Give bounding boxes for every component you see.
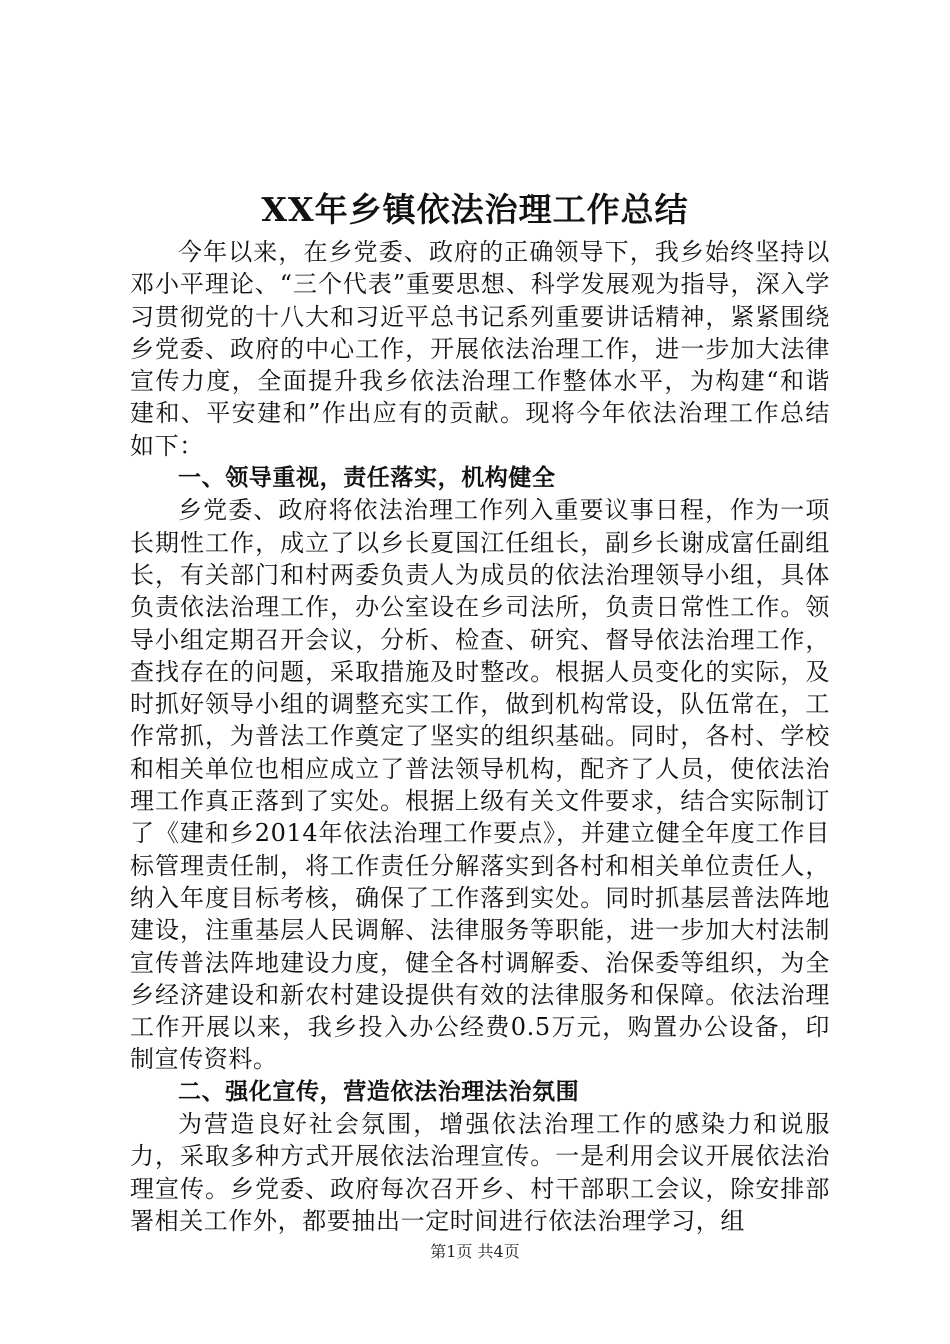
section-1-paragraph: 乡党委、政府将依法治理工作列入重要议事日程，作为一项长期性工作，成立了以乡长夏国江任组长，副乡长谢成富任副组长，有关部门和村两委负责人为成员的依法治理领导小组，具体负责依法治理工作，办公室设在乡司法所，负责日常性工作。领导小组定期召开会议，分析、检查、研究、督导依法治理工作，查找存在的问题，采取措施及时整改。根据人员变化的实际，及时抓好领导小组的调整充实工作，做到机构常设，队伍常在，工作常抓，为普法工作奠定了坚实的组织基础。同时，各村、学校和相关单位也相应成立了普法领导机构，配齐了人员，使依法治理工作真正落到了实处。根据上级有关文件要求，结合实际制订了《建和乡2014年依法治理工作要点》，并建立健全年度工作目标管理责任制，将工作责任分解落实到各村和相关单位责任人，纳入年度目标考核，确保了工作落到实处。同时抓基层普法阵地建设，注重基层人民调解、法律服务等职能，进一步加大村法制宣传普法阵地建设力度，健全各村调解委、治保委等组织，为全乡经济建设和新农村建设提供有效的法律服务和保障。依法治理工作开展以来，我乡投入办公经费0.5万元，购置办公设备，印制宣传资料。 <box>130 496 830 1074</box>
document-title: XX年乡镇依法治理工作总结 <box>261 190 689 229</box>
page-footer: 第1页 共4页 <box>430 1242 520 1261</box>
document-body <box>130 236 830 1237</box>
intro-paragraph: 今年以来，在乡党委、政府的正确领导下，我乡始终坚持以邓小平理论、“三个代表”重要思想、科学发展观为指导，深入学习贯彻党的十八大和习近平总书记系列重要讲话精神，紧紧围绕乡党委、政府的中心工作，开展依法治理工作，进一步加大法律宣传力度，全面提升我乡依法治理工作整体水平，为构建“和谐建和、平安建和”作出应有的贡献。现将今年依法治理工作总结如下： <box>130 238 830 460</box>
section-2-heading: 二、强化宣传，营造依法治理法治氛围 <box>178 1078 580 1105</box>
section-2-paragraph: 为营造良好社会氛围，增强依法治理工作的感染力和说服力，采取多种方式开展依法治理宣传。一是利用会议开展依法治理宣传。乡党委、政府每次召开乡、村干部职工会议，除安排部署相关工作外，都要抽出一定时间进行依法治理学习，组 <box>130 1110 830 1235</box>
section-1-heading: 一、领导重视，责任落实，机构健全 <box>178 465 556 492</box>
